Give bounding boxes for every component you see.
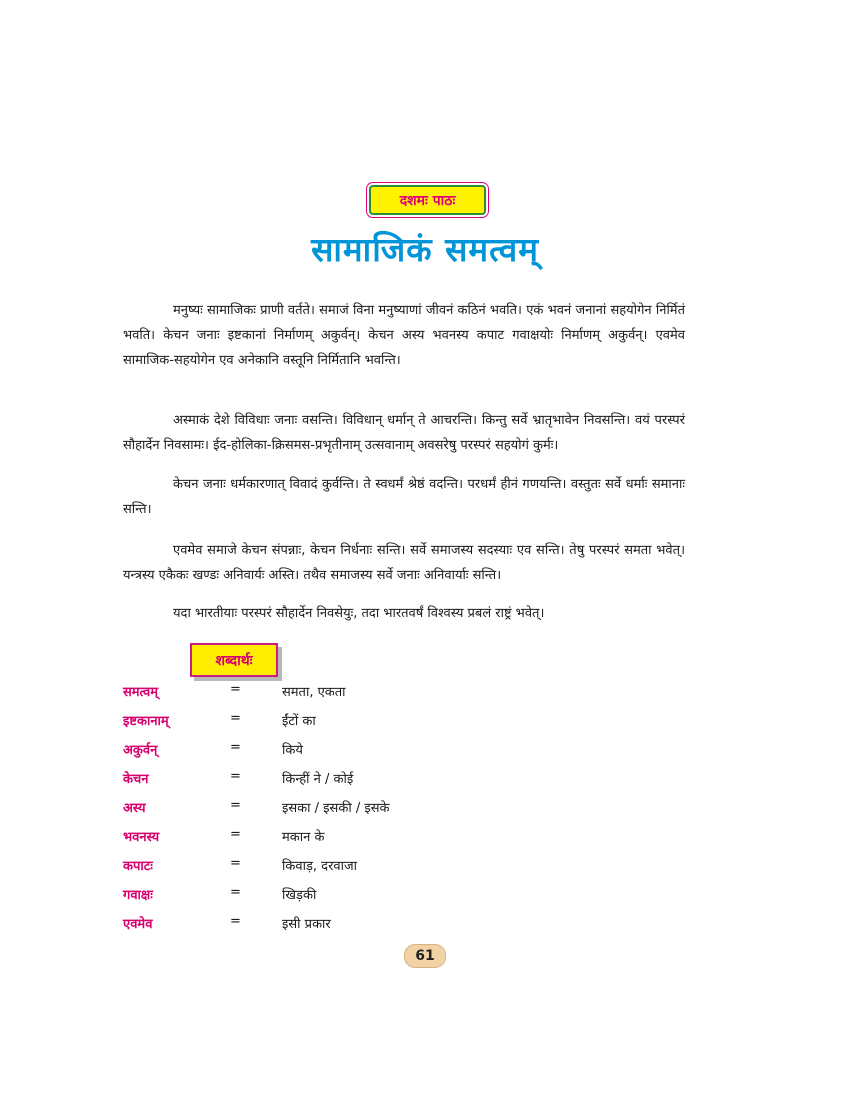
glossary-row (123, 740, 623, 769)
equals-sign: = (230, 769, 241, 784)
glossary-term: समत्वम् (123, 685, 159, 700)
glossary-list (123, 682, 623, 943)
glossary-row (123, 769, 623, 798)
glossary-meaning: किन्हीं ने / कोई (282, 772, 354, 787)
glossary-meaning: समता, एकता (282, 685, 346, 700)
lesson-number-badge: दशमः पाठः (369, 185, 486, 215)
glossary-meaning: मकान के (282, 830, 325, 845)
page-number: 61 (404, 944, 446, 968)
glossary-meaning: किये (282, 743, 303, 758)
equals-sign: = (230, 798, 241, 813)
glossary-term: एवमेव (123, 917, 153, 932)
equals-sign: = (230, 740, 241, 755)
glossary-meaning: ईंटों का (282, 714, 316, 729)
glossary-term: भवनस्य (123, 830, 160, 845)
equals-sign: = (230, 885, 241, 900)
glossary-term: अस्य (123, 801, 146, 816)
equals-sign: = (230, 682, 241, 697)
equals-sign: = (230, 914, 241, 929)
glossary-term: इष्टकानाम् (123, 714, 169, 729)
glossary-meaning: इसी प्रकार (282, 917, 331, 932)
glossary-row (123, 798, 623, 827)
paragraph-3: केचन जनाः धर्मकारणात् विवादं कुर्वन्ति। ते स्वधर्मं श्रेष्ठं वदन्ति। परधर्मं हीनं गणयन्ति। वस्तुतः सर्वे धर्माः समानाः सन्ति। (123, 477, 685, 517)
glossary-term: अकुर्वन् (123, 743, 158, 758)
vocabulary-heading: शब्दार्थः (190, 643, 278, 677)
paragraph-2: अस्माकं देशे विविधाः जनाः वसन्ति। विविधान् धर्मान् ते आचरन्ति। किन्तु सर्वे भ्रातृभावेन निवसन्ति। वयं परस्परं सौहार्देन निवसामः। ईद-होलिका-क्रिसमस-प्रभृतीनाम् उत्सवानाम् अवसरेषु परस्परं सहयोगं कुर्मः। (123, 413, 685, 453)
glossary-term: केचन (123, 772, 149, 787)
equals-sign: = (230, 711, 241, 726)
equals-sign: = (230, 827, 241, 842)
paragraph-1: मनुष्यः सामाजिकः प्राणी वर्तते। समाजं विना मनुष्याणां जीवनं कठिनं भवति। एकं भवनं जनानां सहयोगेन निर्मितं भवति। केचन जनाः इष्टकानां निर्माणम् अकुर्वन्। केचन अस्य भवनस्य कपाट गवाक्षयोः निर्माणम् अकुर्वन्। एवमेव सामाजिक-सहयोगेन एव अनेकानि वस्तूनि निर्मितानि भवन्ति। (123, 303, 685, 368)
glossary-row (123, 914, 623, 943)
glossary-meaning: खिड़की (282, 888, 317, 903)
glossary-row (123, 856, 623, 885)
glossary-term: गवाक्षः (123, 888, 153, 903)
equals-sign: = (230, 856, 241, 871)
glossary-term: कपाटः (123, 859, 153, 874)
page-title: सामाजिकं समत्वम् (311, 230, 539, 269)
paragraph-5: यदा भारतीयाः परस्परं सौहार्देन निवसेयुः, तदा भारतवर्षं विश्वस्य प्रबलं राष्ट्रं भवेत्। (173, 606, 545, 621)
glossary-row (123, 827, 623, 856)
glossary-row (123, 711, 623, 740)
glossary-row (123, 885, 623, 914)
glossary-row (123, 682, 623, 711)
glossary-meaning: इसका / इसकी / इसके (282, 801, 390, 816)
glossary-meaning: किवाड़, दरवाजा (282, 859, 357, 874)
paragraph-4: एवमेव समाजे केचन संपन्नाः, केचन निर्धनाः सन्ति। सर्वे समाजस्य सदस्याः एव सन्ति। तेषु परस्परं समता भवेत्। यन्त्रस्य एकैकः खण्डः अनिवार्यः अस्ति। तथैव समाजस्य सर्वे जनाः अनिवार्याः सन्ति। (123, 543, 685, 583)
